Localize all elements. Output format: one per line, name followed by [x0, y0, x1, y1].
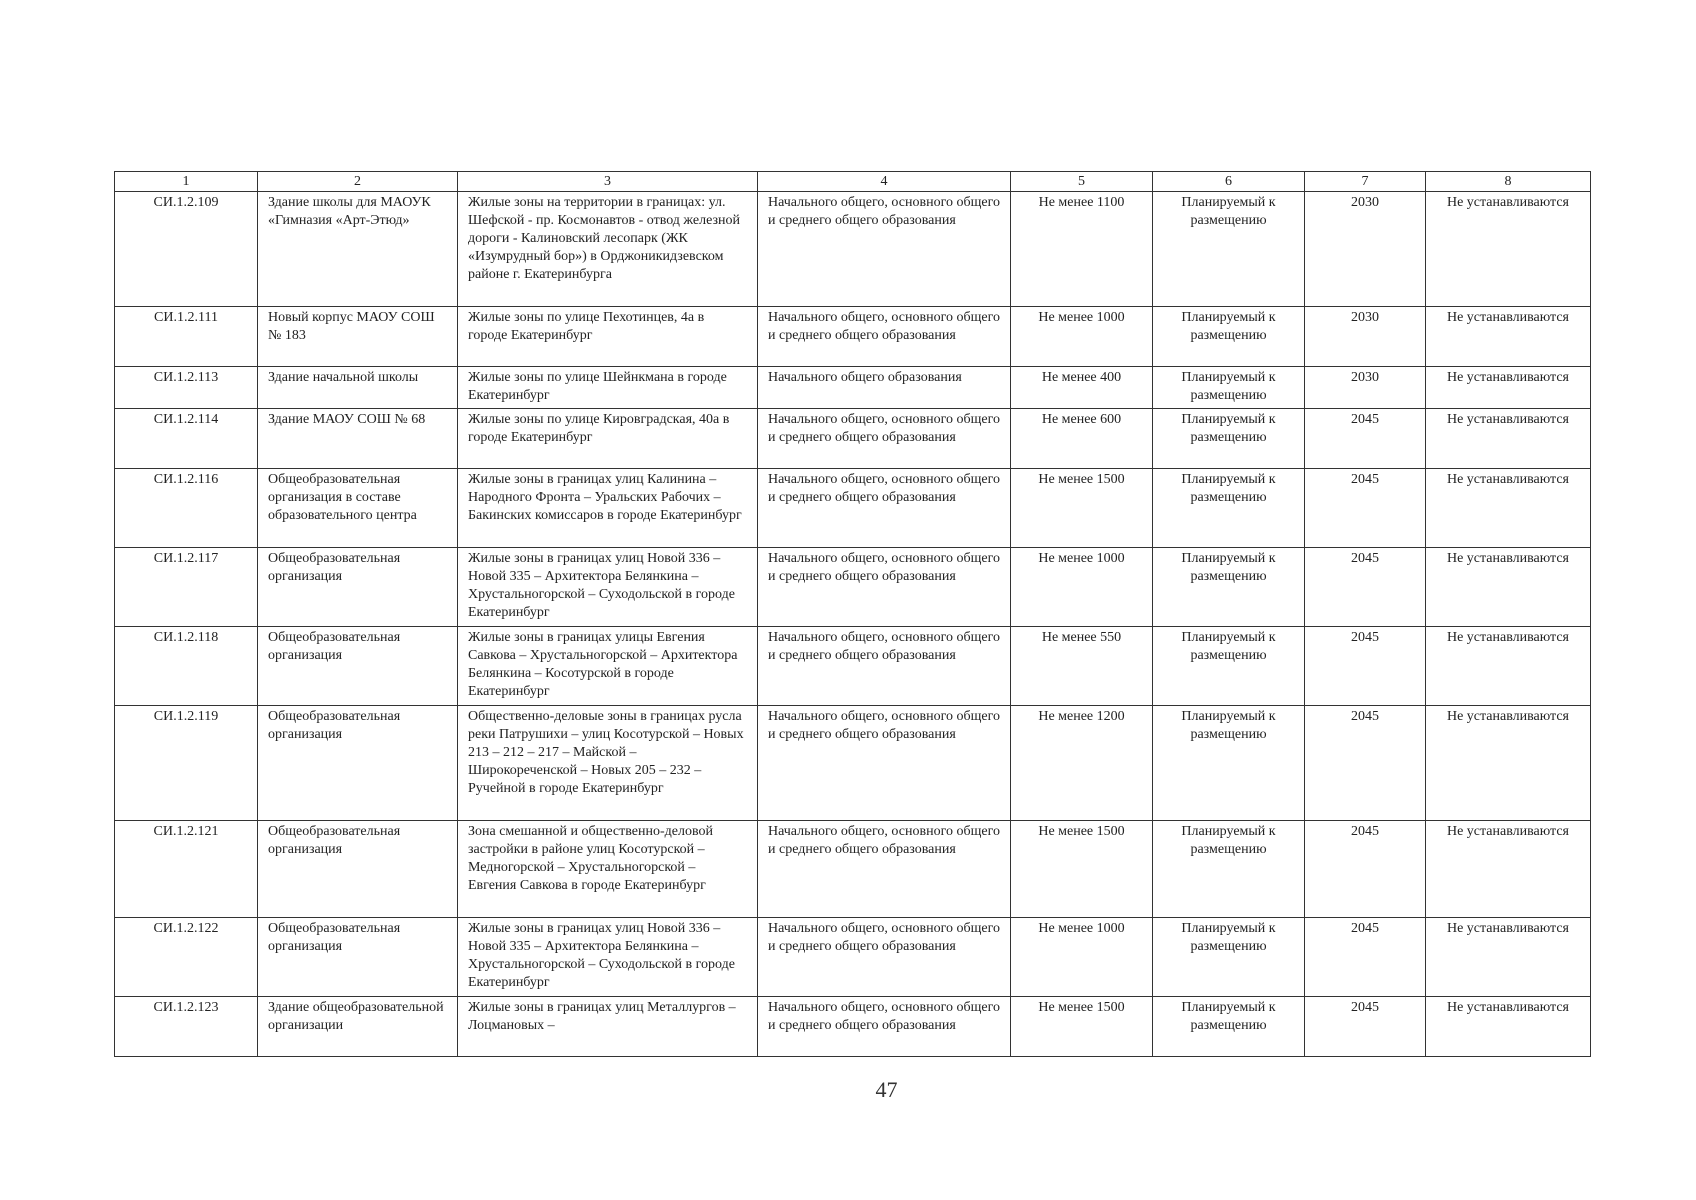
header-row [115, 172, 1591, 192]
table-row [115, 706, 1591, 821]
location-cell: Жилые зоны в границах улиц Металлургов – Лоцмановых – [458, 997, 758, 1057]
zones-cell: Не устанавливаются [1426, 367, 1591, 409]
education-level-cell: Начального общего образования [758, 367, 1011, 409]
education-level-cell: Начального общего, основного общего и среднего общего образования [758, 706, 1011, 821]
status-cell: Планируемый к размещению [1153, 627, 1305, 706]
object-id-cell: СИ.1.2.119 [115, 706, 258, 821]
year-cell: 2030 [1305, 367, 1426, 409]
location-cell: Жилые зоны в границах улиц Новой 336 – Новой 335 – Архитектора Белянкина – Хрустальногорской – Суходольской в городе Екатеринбург [458, 548, 758, 627]
status-cell: Планируемый к размещению [1153, 706, 1305, 821]
location-cell: Общественно-деловые зоны в границах русла реки Патрушихи – улиц Косотурской – Новых 213 – 212 – 217 – Майской – Широкореченской – Новых 205 – 232 – Ручейной в городе Екатеринбург [458, 706, 758, 821]
status-cell: Планируемый к размещению [1153, 548, 1305, 627]
year-cell: 2030 [1305, 307, 1426, 367]
object-id-cell: СИ.1.2.122 [115, 918, 258, 997]
year-cell: 2045 [1305, 627, 1426, 706]
object-id-cell: СИ.1.2.109 [115, 192, 258, 307]
table-row [115, 367, 1591, 409]
column-header-2: 2 [258, 172, 458, 192]
table-row [115, 821, 1591, 918]
table-row [115, 307, 1591, 367]
zones-cell: Не устанавливаются [1426, 627, 1591, 706]
education-level-cell: Начального общего, основного общего и среднего общего образования [758, 918, 1011, 997]
page-number: 47 [875, 1077, 898, 1102]
zones-cell: Не устанавливаются [1426, 997, 1591, 1057]
object-id-cell: СИ.1.2.118 [115, 627, 258, 706]
education-level-cell: Начального общего, основного общего и среднего общего образования [758, 997, 1011, 1057]
zones-cell: Не устанавливаются [1426, 307, 1591, 367]
year-cell: 2030 [1305, 192, 1426, 307]
capacity-cell: Не менее 400 [1011, 367, 1153, 409]
object-id-cell: СИ.1.2.116 [115, 469, 258, 548]
object-name-cell: Общеобразовательная организация [258, 821, 458, 918]
capacity-cell: Не менее 1500 [1011, 821, 1153, 918]
education-level-cell: Начального общего, основного общего и среднего общего образования [758, 307, 1011, 367]
year-cell: 2045 [1305, 409, 1426, 469]
table-row [115, 469, 1591, 548]
status-cell: Планируемый к размещению [1153, 367, 1305, 409]
location-cell: Жилые зоны по улице Пехотинцев, 4а в городе Екатеринбург [458, 307, 758, 367]
object-id-cell: СИ.1.2.123 [115, 997, 258, 1057]
location-cell: Зона смешанной и общественно-деловой застройки в районе улиц Косотурской – Медногорской – Хрустальногорской – Евгения Савкова в городе Екатеринбург [458, 821, 758, 918]
table-row [115, 997, 1591, 1057]
table-body [115, 192, 1591, 1057]
table-row [115, 918, 1591, 997]
zones-cell: Не устанавливаются [1426, 918, 1591, 997]
object-name-cell: Общеобразовательная организация в составе образовательного центра [258, 469, 458, 548]
education-level-cell: Начального общего, основного общего и среднего общего образования [758, 627, 1011, 706]
zones-cell: Не устанавливаются [1426, 469, 1591, 548]
object-name-cell: Здание общеобразовательной организации [258, 997, 458, 1057]
capacity-cell: Не менее 1000 [1011, 548, 1153, 627]
column-header-4: 4 [758, 172, 1011, 192]
object-name-cell: Здание МАОУ СОШ № 68 [258, 409, 458, 469]
column-header-6: 6 [1153, 172, 1305, 192]
capacity-cell: Не менее 600 [1011, 409, 1153, 469]
object-id-cell: СИ.1.2.121 [115, 821, 258, 918]
zones-cell: Не устанавливаются [1426, 706, 1591, 821]
capacity-cell: Не менее 1200 [1011, 706, 1153, 821]
object-name-cell: Общеобразовательная организация [258, 548, 458, 627]
education-level-cell: Начального общего, основного общего и среднего общего образования [758, 409, 1011, 469]
column-header-8: 8 [1426, 172, 1591, 192]
year-cell: 2045 [1305, 997, 1426, 1057]
column-header-7: 7 [1305, 172, 1426, 192]
table-row [115, 192, 1591, 307]
object-name-cell: Общеобразовательная организация [258, 627, 458, 706]
capacity-cell: Не менее 1500 [1011, 469, 1153, 548]
capacity-cell: Не менее 1000 [1011, 307, 1153, 367]
zones-cell: Не устанавливаются [1426, 409, 1591, 469]
zones-cell: Не устанавливаются [1426, 548, 1591, 627]
year-cell: 2045 [1305, 918, 1426, 997]
education-level-cell: Начального общего, основного общего и среднего общего образования [758, 548, 1011, 627]
table-row [115, 409, 1591, 469]
year-cell: 2045 [1305, 469, 1426, 548]
status-cell: Планируемый к размещению [1153, 307, 1305, 367]
location-cell: Жилые зоны на территории в границах: ул. Шефской - пр. Космонавтов - отвод железной дороги - Калиновский лесопарк (ЖК «Изумрудный бор») в Орджоникидзевском районе г. Екатеринбурга [458, 192, 758, 307]
year-cell: 2045 [1305, 821, 1426, 918]
capacity-cell: Не менее 1100 [1011, 192, 1153, 307]
zones-cell: Не устанавливаются [1426, 192, 1591, 307]
location-cell: Жилые зоны по улице Кировградская, 40а в городе Екатеринбург [458, 409, 758, 469]
capacity-cell: Не менее 1000 [1011, 918, 1153, 997]
object-name-cell: Здание начальной школы [258, 367, 458, 409]
capacity-cell: Не менее 550 [1011, 627, 1153, 706]
status-cell: Планируемый к размещению [1153, 409, 1305, 469]
table-row [115, 548, 1591, 627]
object-id-cell: СИ.1.2.114 [115, 409, 258, 469]
column-header-1: 1 [115, 172, 258, 192]
education-level-cell: Начального общего, основного общего и среднего общего образования [758, 469, 1011, 548]
capacity-cell: Не менее 1500 [1011, 997, 1153, 1057]
year-cell: 2045 [1305, 548, 1426, 627]
education-level-cell: Начального общего, основного общего и среднего общего образования [758, 821, 1011, 918]
object-name-cell: Здание школы для МАОУК «Гимназия «Арт-Этюд» [258, 192, 458, 307]
location-cell: Жилые зоны в границах улиц Новой 336 – Новой 335 – Архитектора Белянкина – Хрустальногорской – Суходольской в городе Екатеринбург [458, 918, 758, 997]
column-header-3: 3 [458, 172, 758, 192]
status-cell: Планируемый к размещению [1153, 821, 1305, 918]
object-name-cell: Общеобразовательная организация [258, 918, 458, 997]
location-cell: Жилые зоны в границах улицы Евгения Савкова – Хрустальногорской – Архитектора Белянкина – Косотурской в городе Екатеринбург [458, 627, 758, 706]
object-id-cell: СИ.1.2.113 [115, 367, 258, 409]
status-cell: Планируемый к размещению [1153, 469, 1305, 548]
table-row [115, 627, 1591, 706]
object-name-cell: Новый корпус МАОУ СОШ № 183 [258, 307, 458, 367]
object-name-cell: Общеобразовательная организация [258, 706, 458, 821]
object-id-cell: СИ.1.2.111 [115, 307, 258, 367]
status-cell: Планируемый к размещению [1153, 192, 1305, 307]
object-id-cell: СИ.1.2.117 [115, 548, 258, 627]
year-cell: 2045 [1305, 706, 1426, 821]
status-cell: Планируемый к размещению [1153, 918, 1305, 997]
education-level-cell: Начального общего, основного общего и среднего общего образования [758, 192, 1011, 307]
location-cell: Жилые зоны в границах улиц Калинина – Народного Фронта – Уральских Рабочих – Бакинских комиссаров в городе Екатеринбург [458, 469, 758, 548]
zones-cell: Не устанавливаются [1426, 821, 1591, 918]
location-cell: Жилые зоны по улице Шейнкмана в городе Екатеринбург [458, 367, 758, 409]
objects-table [114, 171, 1591, 1057]
column-header-5: 5 [1011, 172, 1153, 192]
status-cell: Планируемый к размещению [1153, 997, 1305, 1057]
